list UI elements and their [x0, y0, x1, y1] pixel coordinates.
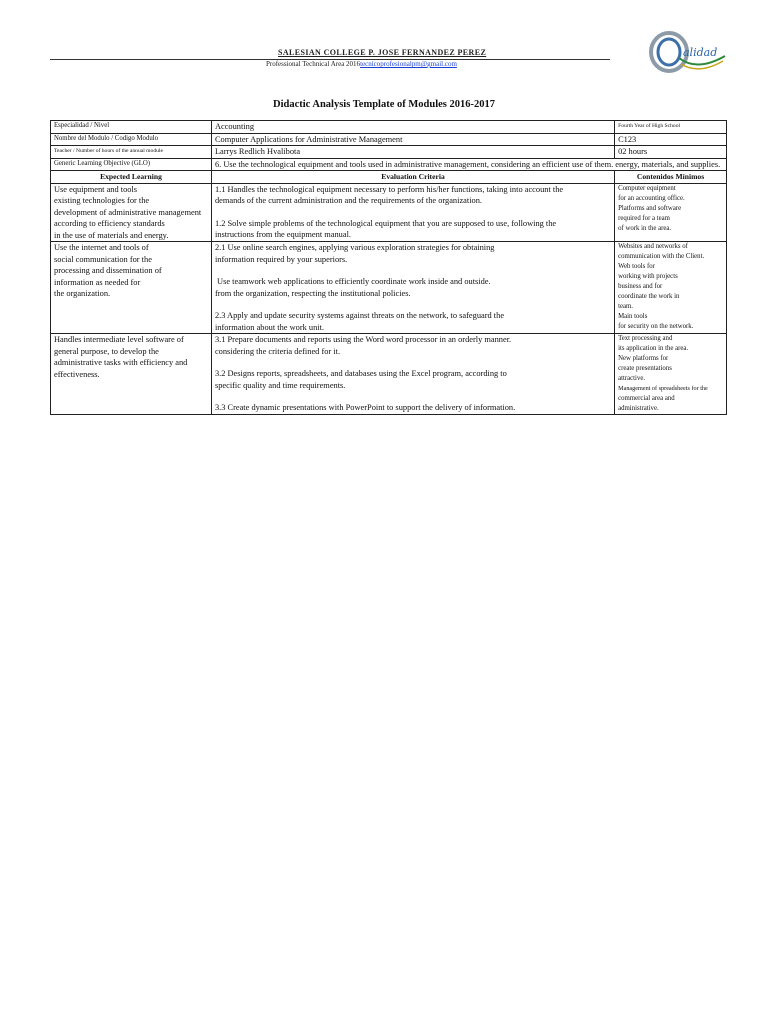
- content-line: coordinate the work in: [618, 293, 680, 300]
- module-value: Computer Applications for Administrative Management: [211, 133, 614, 146]
- content-line: required for a team: [618, 214, 670, 222]
- expected-line: Handles intermediate level software of: [54, 335, 184, 344]
- header-subline: [266, 60, 457, 68]
- criterion-line: Use teamwork web applications to efficiently coordinate work inside and outside.: [214, 277, 491, 286]
- area-text: Professional Technical Area 2016: [266, 60, 361, 68]
- content-line: Management of spreadsheets for the: [618, 385, 708, 392]
- criterion-line: 3.1 Prepare documents and reports using the Word word processor in an orderly manner.: [214, 335, 512, 344]
- table-row: [51, 183, 727, 242]
- document-header: [50, 44, 725, 74]
- calidad-logo-icon: [645, 28, 729, 76]
- content-line: Web tools for: [618, 263, 655, 270]
- content-line: attractive.: [618, 375, 646, 382]
- content-line: business and for: [618, 283, 663, 290]
- expected-line: social communication for the: [54, 254, 152, 264]
- spacer: [215, 207, 611, 218]
- email-link[interactable]: tecnicoprofesionalpm@gmail.com: [360, 60, 457, 68]
- analysis-table: [50, 120, 727, 415]
- content-line: Computer equipment: [618, 184, 676, 192]
- content-line: its application in the area.: [618, 345, 689, 352]
- content-line: team.: [618, 303, 633, 310]
- expected-line: processing and dissemination of: [54, 266, 162, 275]
- criterion-line: instructions from the equipment manual.: [214, 230, 352, 239]
- column-header-row: [51, 171, 727, 184]
- expected-line: information as needed for: [54, 277, 141, 287]
- col-evaluation-criteria: Evaluation Criteria: [211, 171, 614, 184]
- spacer: [215, 265, 611, 276]
- content-line: Text processing and: [618, 335, 673, 342]
- criterion-line: 2.3 Apply and update security systems against threats on the network, to safeguard the: [214, 311, 505, 320]
- specialty-value: Accounting: [211, 121, 614, 134]
- module-row: [51, 133, 727, 146]
- expected-line: according to efficiency standards: [54, 219, 165, 228]
- criterion-line: considering the criteria defined for it.: [214, 346, 341, 356]
- specialty-row: [51, 121, 727, 134]
- criterion-line: specific quality and time requirements.: [214, 380, 346, 390]
- content-line: Websites and networks of: [618, 243, 688, 250]
- spacer: [215, 299, 611, 310]
- hours-value: 02 hours: [615, 146, 727, 159]
- content-line: commercial area and: [618, 395, 675, 402]
- expected-line: existing technologies for the: [54, 196, 150, 205]
- criterion-line: 3.2 Designs reports, spreadsheets, and databases using the Excel program, according to: [214, 369, 507, 378]
- table-row: [51, 242, 727, 334]
- content-line: communication with the Client.: [618, 253, 705, 260]
- col-minimum-contents: Contenidos Mínimos: [615, 171, 727, 184]
- criterion-line: 1.1 Handles the technological equipment necessary to perform his/her functions, taking into account the: [214, 184, 564, 194]
- expected-line: in the use of materials and energy.: [54, 230, 169, 240]
- expected-line: Use the internet and tools of: [54, 243, 149, 252]
- criterion-line: demands of the current administration and the requirements of the organization.: [214, 196, 483, 205]
- content-line: of work in the area.: [618, 224, 672, 232]
- teacher-row: [51, 146, 727, 159]
- expected-line: administrative tasks with efficiency and: [54, 358, 188, 367]
- content-line: create presentations: [618, 365, 672, 372]
- expected-line: general purpose, to develop the: [54, 346, 159, 356]
- evaluation-criteria-cell: [211, 242, 614, 334]
- level-value: Fourth Year of High School: [615, 121, 727, 134]
- minimum-contents-cell: [615, 242, 727, 334]
- minimum-contents-cell: [615, 183, 727, 242]
- content-line: New platforms for: [618, 355, 669, 362]
- expected-line: Use equipment and tools: [54, 184, 138, 194]
- minimum-contents-cell: [615, 334, 727, 415]
- expected-learning-cell: [51, 334, 212, 415]
- content-line: for an accounting office.: [618, 194, 685, 202]
- criterion-line: 1.2 Solve simple problems of the technological equipment that you are supposed to use, following the: [214, 218, 557, 228]
- table-row: [51, 334, 727, 415]
- evaluation-criteria-cell: [211, 334, 614, 415]
- school-name: SALESIAN COLLEGE P. JOSE FERNANDEZ PEREZ: [278, 48, 487, 57]
- expected-line: the organization.: [54, 289, 111, 298]
- expected-learning-cell: [51, 242, 212, 334]
- svg-text:alidad: alidad: [683, 46, 718, 59]
- criterion-line: 3.3 Create dynamic presentations with PowerPoint to support the delivery of information.: [214, 403, 516, 412]
- glo-row: [51, 158, 727, 171]
- criterion-line: 2.1 Use online search engines, applying various exploration strategies for obtaining: [214, 243, 495, 252]
- glo-label: Generic Learning Objective (GLO): [51, 158, 212, 171]
- expected-line: effectiveness.: [54, 369, 100, 379]
- teacher-value: Larrys Redlich Hvalibota: [211, 146, 614, 159]
- content-line: for security on the network.: [618, 323, 694, 330]
- expected-learning-cell: [51, 183, 212, 242]
- module-code: C123: [615, 133, 727, 146]
- specialty-label: Especialidad / Nivel: [51, 121, 212, 134]
- spacer: [215, 391, 611, 402]
- glo-value: 6. Use the technological equipment and tools used in administrative management, considering an efficient use of them. energy, materials, and supplies.: [211, 158, 726, 171]
- module-label: Nombre del Modulo / Codigo Modulo: [51, 133, 212, 146]
- evaluation-criteria-cell: [211, 183, 614, 242]
- col-expected-learning: Expected Learning: [51, 171, 212, 184]
- content-line: Platforms and software: [618, 204, 682, 212]
- expected-line: development of administrative management: [54, 207, 202, 217]
- spacer: [215, 357, 611, 368]
- criterion-line: from the organization, respecting the institutional policies.: [214, 288, 411, 298]
- teacher-label: Teacher / Number of hours of the annual module: [51, 146, 212, 159]
- criterion-line: information required by your superiors.: [214, 254, 348, 264]
- content-line: administrative.: [618, 405, 659, 412]
- page-title: Didactic Analysis Template of Modules 2016-2017: [273, 99, 495, 110]
- content-line: Main tools: [618, 313, 648, 320]
- content-line: working with projects: [618, 273, 678, 280]
- criterion-line: information about the work unit.: [214, 322, 325, 332]
